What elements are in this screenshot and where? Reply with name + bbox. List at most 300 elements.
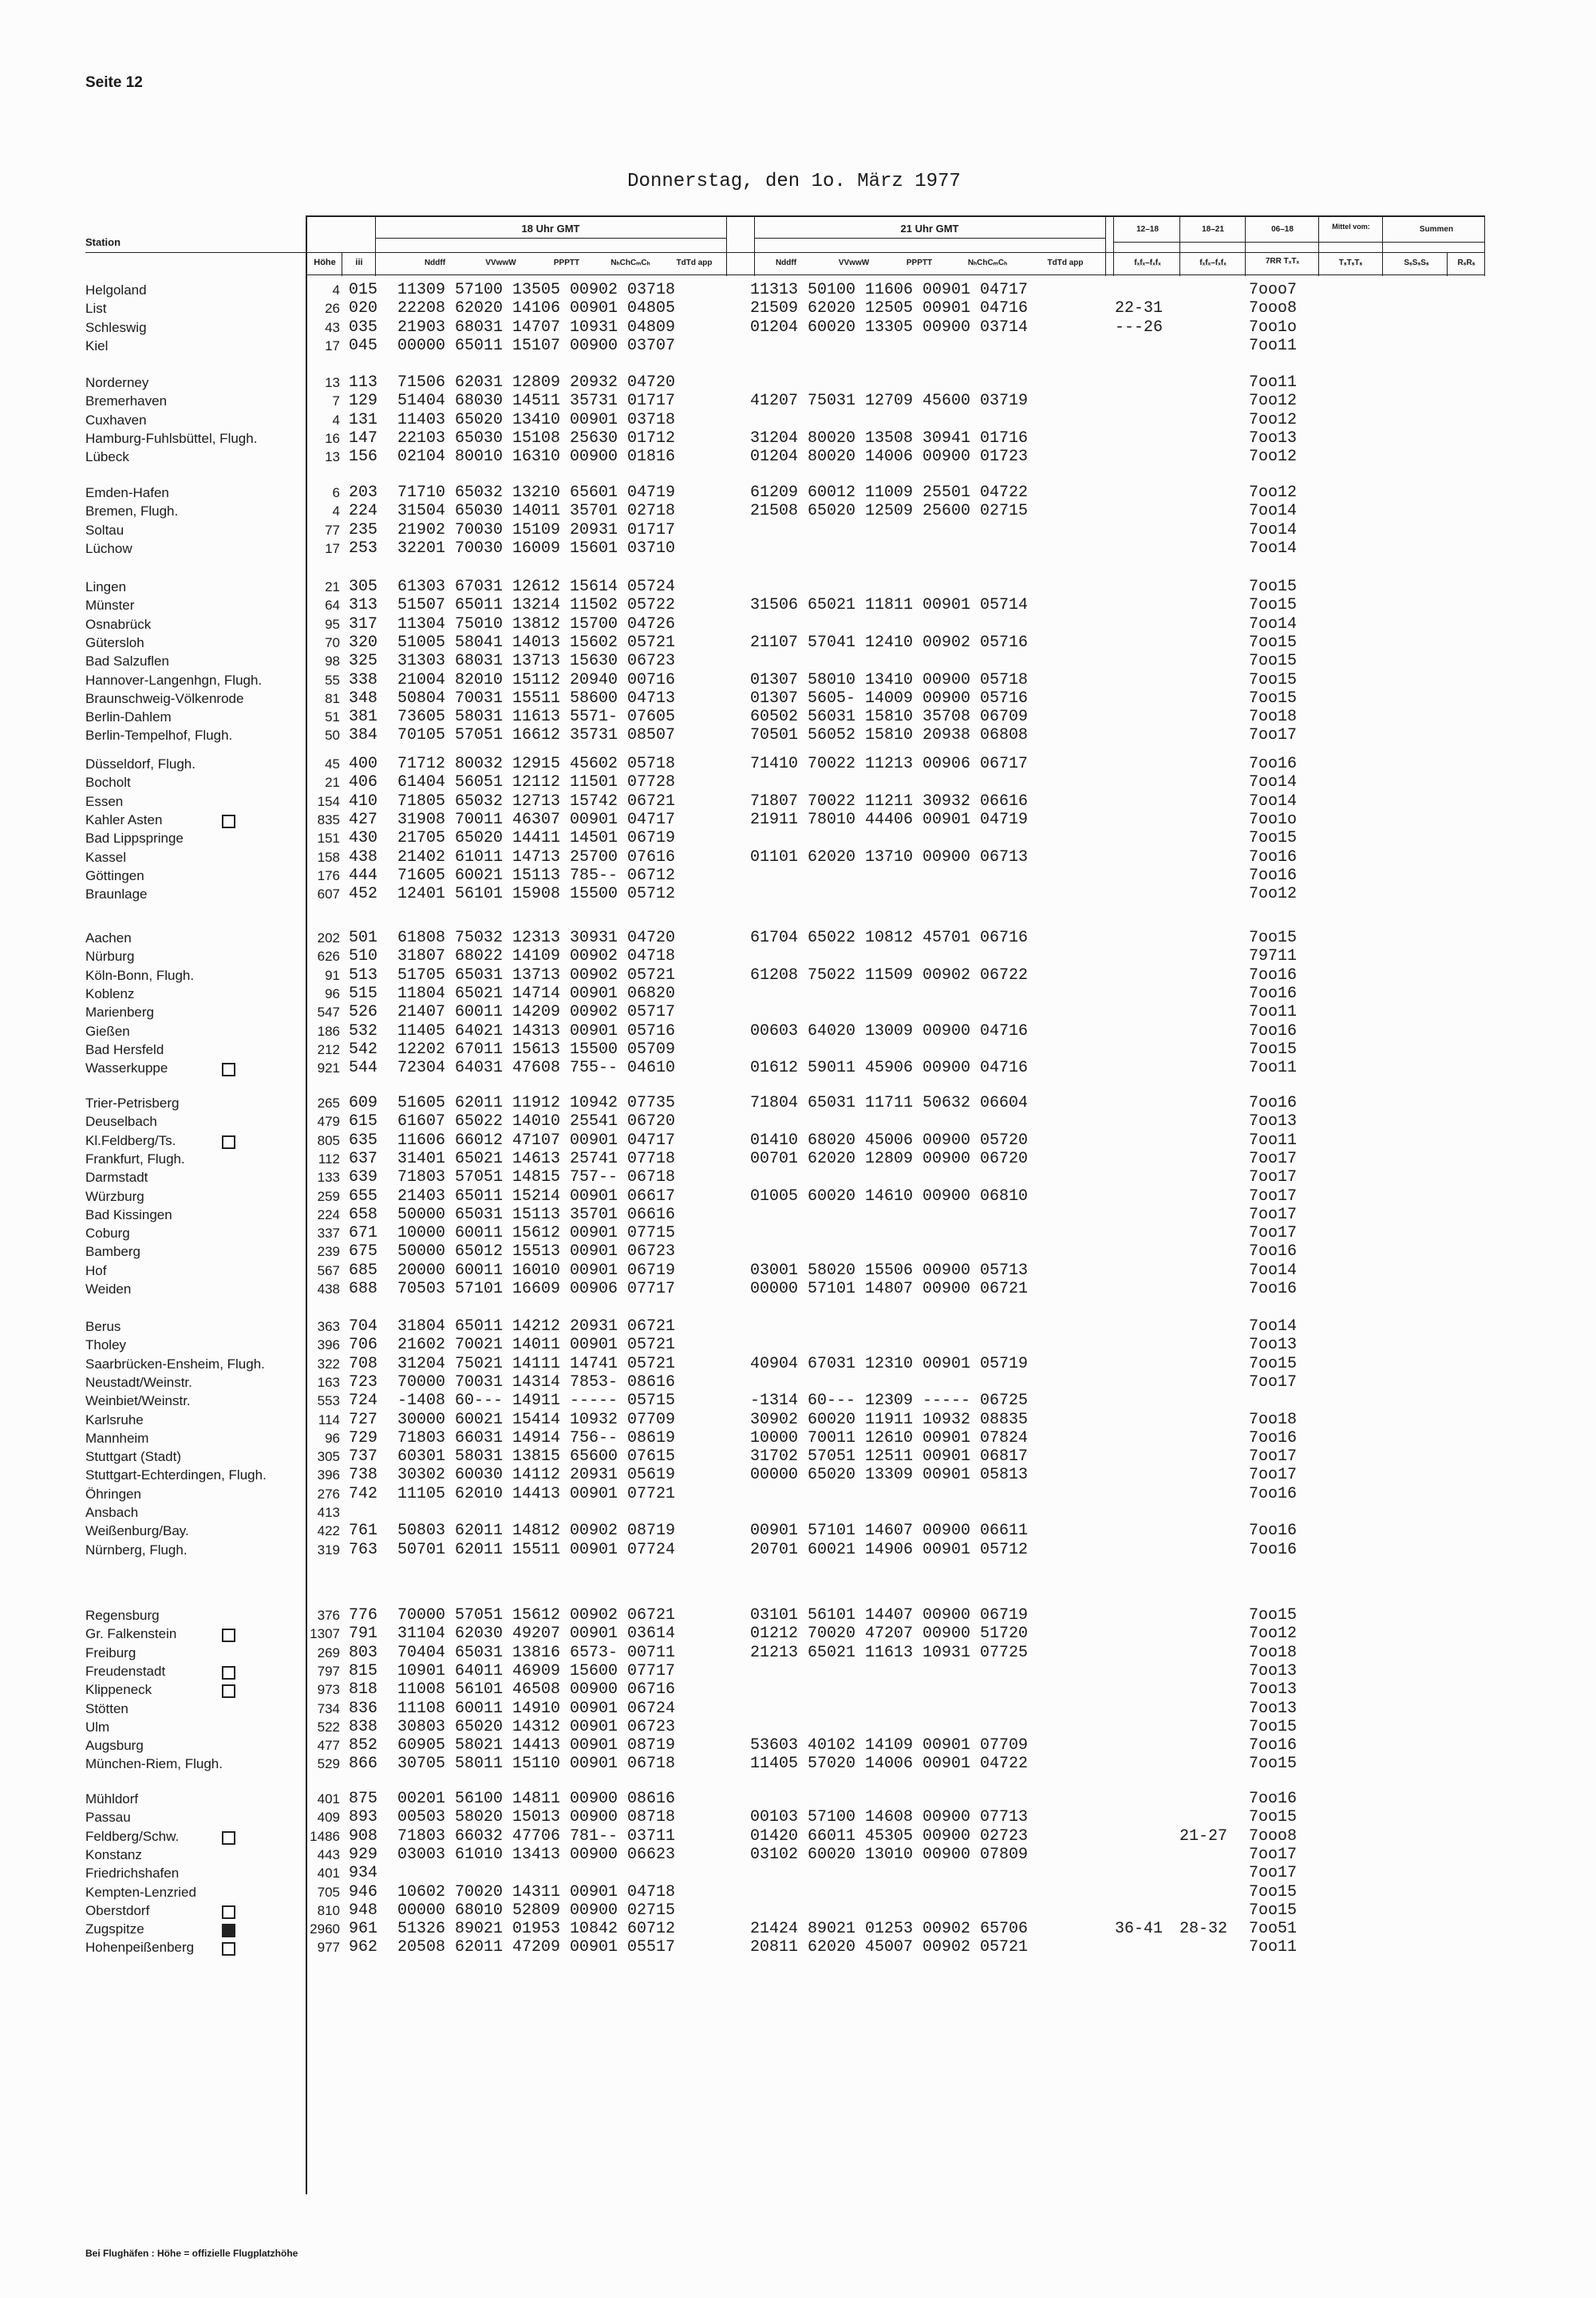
- station-name-text: Kassel: [85, 849, 127, 865]
- temp-06-18: 7oo11: [1249, 336, 1298, 355]
- obs-18-gmt: 11403 65020 13410 00901 03718: [397, 410, 676, 429]
- station-name: [85, 1720, 109, 1735]
- station-id: 338: [349, 670, 378, 689]
- obs-21-gmt: 21213 65021 11613 10931 07725: [750, 1643, 1029, 1662]
- station-height: 626: [317, 949, 340, 965]
- temp-06-18: 7oo14: [1249, 502, 1298, 521]
- station-height: 422: [317, 1523, 340, 1539]
- obs-18-gmt: 70503 57101 16609 00906 07717: [397, 1280, 676, 1298]
- obs-18-gmt: 11405 64021 14313 00901 05716: [397, 1021, 676, 1040]
- station-name-text: Osnabrück: [85, 616, 152, 632]
- obs-18-gmt: 00000 68010 52809 00900 02715: [397, 1901, 676, 1920]
- station-name: [85, 1626, 176, 1642]
- obs-21-gmt: 31702 57051 12511 00901 06817: [750, 1447, 1029, 1467]
- station-height: 17: [325, 540, 340, 556]
- station-name: [85, 949, 134, 965]
- station-name-text: Schleswig: [85, 319, 147, 335]
- obs-18-gmt: 71605 60021 15113 785-- 06712: [397, 866, 676, 885]
- temp-06-18: 7ooo8: [1249, 299, 1298, 318]
- obs-18-gmt: 61808 75032 12313 30931 04720: [397, 929, 676, 947]
- station-id: 320: [349, 633, 378, 652]
- station-height: 112: [318, 1151, 340, 1167]
- station-id: 704: [349, 1317, 378, 1336]
- station-id: 609: [349, 1094, 378, 1112]
- station-name: [85, 1281, 131, 1297]
- temp-06-18: 7oo15: [1249, 1755, 1298, 1774]
- station-id: 035: [349, 318, 378, 337]
- station-name: [85, 503, 178, 519]
- station-name-text: Marienberg: [85, 1005, 154, 1021]
- obs-21-gmt: 11405 57020 14006 00901 04722: [750, 1755, 1029, 1774]
- temp-06-18: 7oo12: [1249, 484, 1298, 502]
- station-height: 443: [317, 1846, 340, 1862]
- station-name-text: Lübeck: [85, 449, 129, 465]
- obs-18-gmt: 72304 64031 47608 755-- 04610: [397, 1059, 676, 1078]
- station-name: [85, 1921, 144, 1937]
- station-height: 396: [317, 1337, 340, 1353]
- station-name: [85, 579, 126, 595]
- station-name-text: Düsseldorf, Flugh.: [85, 756, 196, 772]
- col18-tdtd: TdTd app: [676, 259, 713, 267]
- temp-06-18: 7oo13: [1249, 1680, 1298, 1700]
- obs-18-gmt: 10901 64011 46909 15600 07717: [397, 1661, 676, 1680]
- station-height: 401: [317, 1791, 340, 1806]
- group-18-header: 18 Uhr GMT: [521, 223, 580, 235]
- obs-21-gmt: 70501 56052 15810 20938 06808: [750, 726, 1029, 745]
- obs-21-gmt: 00000 65020 13309 00901 05813: [750, 1466, 1029, 1485]
- station-name: [85, 1431, 148, 1447]
- station-height: 376: [317, 1608, 340, 1623]
- station-name: [85, 1337, 126, 1353]
- station-name: [85, 413, 147, 428]
- obs-18-gmt: 00201 56100 14811 00900 08616: [397, 1790, 676, 1808]
- temp-06-18: 7oo17: [1249, 1205, 1298, 1224]
- station-name: [85, 653, 169, 669]
- group-21-header: 21 Uhr GMT: [900, 223, 959, 235]
- station-name-text: Zugspitze: [85, 1921, 144, 1937]
- station-height: 163: [317, 1374, 340, 1390]
- station-id: 934: [349, 1864, 378, 1883]
- station-name-text: Stuttgart (Stadt): [85, 1449, 181, 1465]
- station-height: 151: [317, 831, 340, 847]
- station-name-text: Braunlage: [85, 886, 148, 902]
- station-height: 77: [325, 522, 340, 538]
- station-id: 515: [349, 984, 378, 1003]
- station-height: 176: [317, 867, 340, 883]
- station-id: 526: [349, 1003, 378, 1022]
- station-height: 96: [325, 985, 340, 1001]
- obs-21-gmt: 31204 80020 13508 30941 01716: [750, 428, 1029, 448]
- station-name: [85, 1810, 131, 1826]
- station-id: 836: [349, 1699, 378, 1718]
- temp-06-18: 7oo16: [1249, 1484, 1298, 1503]
- station-name: [85, 1189, 144, 1205]
- station-name: [85, 598, 134, 614]
- station-id: 020: [349, 299, 378, 318]
- station-name: [85, 1151, 185, 1167]
- temp-06-18: 7oo16: [1249, 984, 1298, 1003]
- temp-06-18: 7oo13: [1249, 1336, 1298, 1355]
- station-name-text: Weinbiet/Weinstr.: [85, 1393, 191, 1409]
- obs-18-gmt: 21902 70030 15109 20931 01717: [397, 520, 676, 539]
- station-id: 400: [349, 755, 378, 773]
- station-id: 313: [349, 596, 378, 615]
- obs-21-gmt: 30902 60020 11911 10932 08835: [750, 1410, 1029, 1429]
- station-id: 908: [349, 1826, 378, 1846]
- obs-18-gmt: 11105 62010 14413 00901 07721: [397, 1484, 676, 1503]
- station-name-text: Helgoland: [85, 282, 147, 298]
- temp-06-18: 7oo11: [1249, 1059, 1298, 1078]
- station-height: 553: [317, 1393, 340, 1409]
- obs-21-gmt: 53603 40102 14109 00901 07709: [750, 1736, 1029, 1755]
- temp-06-18: 7oo17: [1249, 1224, 1298, 1243]
- station-id: 761: [349, 1522, 378, 1541]
- station-name: [85, 1114, 157, 1130]
- temp-06-18: 7oo17: [1249, 1864, 1298, 1883]
- station-height: 438: [317, 1281, 340, 1297]
- station-height: 567: [317, 1262, 340, 1278]
- station-name-text: Bad Salzuflen: [85, 653, 169, 669]
- station-name: [85, 1060, 168, 1076]
- station-name-text: Berlin-Dahlem: [85, 709, 172, 725]
- station-id: 452: [349, 885, 378, 904]
- station-name-text: Braunschweig-Völkenrode: [85, 690, 244, 706]
- station-height: 50: [325, 728, 340, 744]
- temp-06-18: 7ooo7: [1249, 281, 1298, 299]
- station-header: Station: [85, 236, 121, 248]
- obs-21-gmt: 21424 89021 01253 00902 65706: [750, 1920, 1029, 1939]
- temp-06-18: 7oo17: [1249, 1149, 1298, 1168]
- temp-06-18: 7oo16: [1249, 1540, 1298, 1559]
- station-name-text: Oberstdorf: [85, 1902, 150, 1918]
- temp-06-18: 7oo14: [1249, 773, 1298, 792]
- station-name: [85, 728, 232, 744]
- station-name-text: Hohenpeißenberg: [85, 1940, 195, 1956]
- station-name: [85, 1244, 140, 1260]
- station-height: 607: [317, 886, 340, 902]
- station-id: 635: [349, 1131, 378, 1150]
- obs-18-gmt: 73605 58031 11613 5571- 07605: [397, 708, 676, 727]
- temp-06-18: 7oo13: [1249, 1112, 1298, 1131]
- station-height: 805: [317, 1132, 340, 1148]
- obs-18-gmt: 50701 62011 15511 00901 07724: [397, 1540, 676, 1559]
- station-name-text: Kempten-Lenzried: [85, 1884, 196, 1900]
- obs-21-gmt: 20701 60021 14906 00901 05712: [750, 1540, 1029, 1559]
- station-name-text: Bocholt: [85, 775, 131, 791]
- obs-18-gmt: 11606 66012 47107 00901 04717: [397, 1131, 676, 1150]
- obs-18-gmt: 21903 68031 14707 10931 04809: [397, 318, 676, 337]
- temp-06-18: 7oo14: [1249, 539, 1298, 558]
- station-id: 639: [349, 1168, 378, 1187]
- station-name-text: Gütersloh: [85, 634, 144, 650]
- station-name-text: Hof: [85, 1262, 107, 1278]
- station-id: 658: [349, 1205, 378, 1224]
- obs-18-gmt: 30302 60030 14112 20931 05619: [397, 1466, 676, 1485]
- col21-nddff: Nddff: [775, 259, 797, 267]
- sub-06-18: 7RR TₓTₓ: [1265, 257, 1300, 266]
- station-name-text: Karlsruhe: [85, 1412, 144, 1427]
- station-name-text: Emden-Hafen: [85, 485, 169, 500]
- hoehe-header: Höhe: [314, 258, 336, 267]
- station-height: 734: [317, 1700, 340, 1716]
- station-name-text: Gießen: [85, 1023, 130, 1039]
- station-height: 921: [317, 1060, 340, 1076]
- station-id: 430: [349, 829, 378, 848]
- station-name-text: Aachen: [85, 930, 132, 946]
- station-name-text: Mühldorf: [85, 1791, 139, 1806]
- footnote: Bei Flughäfen : Höhe = offizielle Flugplatzhöhe: [85, 2248, 298, 2259]
- station-name: [85, 1375, 192, 1391]
- temp-06-18: 7oo16: [1249, 1094, 1298, 1112]
- station-height: 363: [317, 1319, 340, 1334]
- station-height: 114: [318, 1412, 340, 1427]
- obs-18-gmt: 11309 57100 13505 00902 03718: [397, 281, 676, 299]
- station-height: 305: [317, 1449, 340, 1465]
- obs-18-gmt: 02104 80010 16310 00900 01816: [397, 448, 676, 467]
- obs-18-gmt: 30000 60021 15414 10932 07709: [397, 1410, 676, 1429]
- obs-18-gmt: 22103 65030 15108 25630 01712: [397, 428, 676, 448]
- temp-06-18: 7oo15: [1249, 1808, 1298, 1827]
- obs-18-gmt: 12401 56101 15908 15500 05712: [397, 885, 676, 904]
- gust-18-21: 28-32: [1179, 1920, 1228, 1939]
- obs-21-gmt: 21107 57041 12410 00902 05716: [750, 633, 1029, 652]
- temp-06-18: 7oo16: [1249, 1522, 1298, 1541]
- temp-06-18: 7oo17: [1249, 1845, 1298, 1864]
- station-name-text: Freudenstadt: [85, 1663, 166, 1679]
- station-name-text: Tholey: [85, 1337, 127, 1353]
- station-id: 893: [349, 1808, 378, 1827]
- station-name-text: Kl.Feldberg/Ts.: [85, 1132, 176, 1148]
- station-name: [85, 930, 132, 946]
- obs-18-gmt: 30803 65020 14312 00901 06723: [397, 1717, 676, 1736]
- station-height: 43: [325, 319, 340, 335]
- station-name: [85, 1207, 172, 1223]
- obs-18-gmt: -1408 60--- 14911 ----- 05715: [397, 1392, 676, 1411]
- station-name-text: Norderney: [85, 375, 149, 390]
- obs-18-gmt: 11008 56101 46508 00900 06716: [397, 1680, 676, 1700]
- station-name: [85, 1170, 148, 1186]
- open-square-icon: [222, 1135, 235, 1149]
- station-name: [85, 850, 126, 866]
- sub-mittel: TₛTₛTₛ: [1338, 259, 1363, 267]
- obs-21-gmt: 71807 70022 11211 30932 06616: [750, 792, 1029, 811]
- station-id: 113: [349, 373, 378, 392]
- station-name: [85, 1738, 144, 1754]
- station-name-text: Hannover-Langenhgn, Flugh.: [85, 672, 263, 688]
- sub-summen-r: RₛRₛ: [1457, 259, 1476, 267]
- station-name: [85, 1645, 136, 1661]
- station-id: 253: [349, 539, 378, 558]
- obs-21-gmt: 61704 65022 10812 45701 06716: [750, 929, 1029, 947]
- obs-18-gmt: 60301 58031 13815 65600 07615: [397, 1447, 676, 1467]
- col18-vvwww: VVwwW: [485, 259, 516, 267]
- station-name-text: Essen: [85, 793, 124, 809]
- open-square-icon: [222, 1666, 235, 1680]
- obs-21-gmt: 10000 70011 12610 00901 07824: [750, 1428, 1029, 1447]
- temp-06-18: 7oo15: [1249, 652, 1298, 671]
- station-id: 045: [349, 336, 378, 355]
- station-name: [85, 968, 194, 984]
- temp-06-18: 7oo17: [1249, 1466, 1298, 1485]
- station-name: [85, 1866, 179, 1881]
- temp-06-18: 7oo13: [1249, 1661, 1298, 1680]
- obs-18-gmt: 21004 82010 15112 20940 00716: [397, 670, 676, 689]
- station-name: [85, 1505, 138, 1521]
- temp-06-18: 7oo16: [1249, 965, 1298, 985]
- obs-18-gmt: 71803 57051 14815 757-- 06718: [397, 1168, 676, 1187]
- station-name-text: Stötten: [85, 1700, 128, 1716]
- obs-21-gmt: 00000 57101 14807 00900 06721: [750, 1280, 1029, 1298]
- gust-18-21: 21-27: [1179, 1826, 1228, 1846]
- station-height: 239: [317, 1244, 340, 1260]
- station-name-text: Nürnberg, Flugh.: [85, 1542, 188, 1558]
- obs-21-gmt: 00603 64020 13009 00900 04716: [750, 1021, 1029, 1040]
- station-name-text: Frankfurt, Flugh.: [85, 1151, 185, 1167]
- station-id: 224: [349, 502, 378, 521]
- station-name-text: Cuxhaven: [85, 412, 147, 428]
- station-name-text: Gr. Falkenstein: [85, 1626, 177, 1642]
- station-height: 224: [317, 1206, 340, 1222]
- period-18-21: 18–21: [1202, 225, 1224, 234]
- station-name-text: Hamburg-Fuhlsbüttel, Flugh.: [85, 430, 258, 446]
- station-name-text: Köln-Bonn, Flugh.: [85, 967, 195, 983]
- station-height: 7: [332, 393, 340, 409]
- open-square-icon: [222, 1629, 235, 1642]
- station-height: 4: [332, 282, 340, 298]
- open-square-icon: [222, 1684, 235, 1698]
- station-name: [85, 523, 124, 539]
- station-name: [85, 1523, 189, 1539]
- station-name: [85, 1682, 152, 1698]
- station-id: 615: [349, 1112, 378, 1131]
- temp-06-18: 7oo15: [1249, 1040, 1298, 1059]
- station-name: [85, 485, 169, 501]
- station-name: [85, 375, 148, 391]
- station-name-text: Darmstadt: [85, 1170, 148, 1186]
- station-id: 737: [349, 1447, 378, 1467]
- obs-18-gmt: 51326 89021 01953 10842 60712: [397, 1920, 676, 1939]
- obs-18-gmt: 21705 65020 14411 14501 06719: [397, 829, 676, 848]
- station-name-text: Bamberg: [85, 1244, 140, 1260]
- station-id: 544: [349, 1059, 378, 1078]
- temp-06-18: 7oo15: [1249, 1354, 1298, 1373]
- obs-18-gmt: 21403 65011 15214 00901 06617: [397, 1187, 676, 1206]
- open-square-icon: [222, 1942, 235, 1956]
- temp-06-18: 7ooo8: [1249, 1826, 1298, 1846]
- obs-18-gmt: 71803 66032 47706 781-- 03711: [397, 1826, 676, 1846]
- station-name-text: Bremen, Flugh.: [85, 503, 179, 519]
- station-height: 4: [332, 412, 340, 428]
- temp-06-18: 7oo13: [1249, 1699, 1298, 1718]
- obs-18-gmt: 21407 60011 14209 00902 05717: [397, 1003, 676, 1022]
- col21-clouds: NₕChCₘCₕ: [967, 259, 1008, 267]
- obs-18-gmt: 50804 70031 15511 58600 04713: [397, 689, 676, 708]
- obs-18-gmt: 00000 65011 15107 00900 03707: [397, 336, 676, 355]
- station-height: 401: [317, 1866, 340, 1881]
- temp-06-18: 7oo15: [1249, 578, 1298, 596]
- station-id: 406: [349, 773, 378, 792]
- station-height: 21: [325, 579, 340, 594]
- temp-06-18: 7oo12: [1249, 885, 1298, 904]
- station-name-text: Deuselbach: [85, 1114, 157, 1130]
- obs-21-gmt: 00901 57101 14607 00900 06611: [750, 1522, 1029, 1541]
- open-square-icon: [222, 1063, 235, 1076]
- obs-18-gmt: 11108 60011 14910 00901 06724: [397, 1699, 676, 1718]
- station-id: 962: [349, 1938, 378, 1957]
- station-name: [85, 756, 196, 772]
- station-name-text: Öhringen: [85, 1486, 141, 1502]
- station-name-text: Coburg: [85, 1226, 130, 1242]
- station-name: [85, 1791, 138, 1807]
- obs-21-gmt: 01204 80020 14006 00900 01723: [750, 448, 1029, 467]
- summen-header: Summen: [1419, 225, 1454, 234]
- temp-06-18: 7oo14: [1249, 1261, 1298, 1280]
- station-height: 96: [325, 1430, 340, 1446]
- temp-06-18: 7oo1o: [1249, 810, 1298, 829]
- station-name-text: Passau: [85, 1810, 131, 1826]
- obs-21-gmt: 41207 75031 12709 45600 03719: [750, 392, 1029, 411]
- station-name-text: Bad Kissingen: [85, 1206, 172, 1222]
- temp-06-18: 7oo12: [1249, 448, 1298, 467]
- station-id: 727: [349, 1410, 378, 1429]
- obs-21-gmt: 61209 60012 11009 25501 04722: [750, 484, 1029, 502]
- obs-18-gmt: 70105 57051 16612 35731 08507: [397, 726, 676, 745]
- temp-06-18: 7oo18: [1249, 1410, 1298, 1429]
- station-height: 4: [332, 503, 340, 519]
- station-name: [85, 1885, 196, 1901]
- station-name-text: Koblenz: [85, 985, 135, 1001]
- station-name: [85, 986, 134, 1002]
- temp-06-18: 7oo15: [1249, 1901, 1298, 1920]
- obs-18-gmt: 20508 62011 47209 00901 05517: [397, 1938, 676, 1957]
- temp-06-18: 7oo17: [1249, 1447, 1298, 1467]
- station-name: [85, 673, 262, 689]
- station-height: 977: [317, 1940, 340, 1956]
- station-id: 815: [349, 1661, 378, 1680]
- station-name-text: List: [85, 301, 107, 317]
- station-name: [85, 617, 151, 633]
- temp-06-18: 7oo12: [1249, 392, 1298, 411]
- station-name: [85, 338, 108, 354]
- station-name: [85, 1412, 144, 1428]
- temp-06-18: 7oo16: [1249, 1021, 1298, 1040]
- temp-06-18: 7oo11: [1249, 1131, 1298, 1150]
- obs-18-gmt: 03003 61010 13413 00900 06623: [397, 1845, 676, 1864]
- station-height: 2960: [310, 1921, 340, 1937]
- station-name: [85, 393, 167, 409]
- col18-nddff: Nddff: [424, 259, 446, 267]
- station-name-text: Würzburg: [85, 1188, 144, 1204]
- station-name: [85, 1449, 181, 1465]
- station-name-text: Weißenburg/Bay.: [85, 1523, 189, 1539]
- station-name: [85, 1903, 149, 1919]
- station-id: 348: [349, 689, 378, 708]
- station-name-text: Soltau: [85, 522, 124, 538]
- station-height: 529: [317, 1756, 340, 1772]
- obs-21-gmt: -1314 60--- 12309 ----- 06725: [750, 1392, 1029, 1411]
- station-height: 26: [325, 301, 340, 317]
- obs-21-gmt: 03001 58020 15506 00900 05713: [750, 1261, 1029, 1280]
- station-name: [85, 320, 147, 336]
- station-height: 91: [325, 967, 340, 983]
- temp-06-18: 7oo12: [1249, 410, 1298, 429]
- station-height: 479: [317, 1114, 340, 1130]
- temp-06-18: 7oo15: [1249, 633, 1298, 652]
- temp-06-18: 7oo18: [1249, 1643, 1298, 1662]
- station-id: 384: [349, 726, 378, 745]
- station-id: 875: [349, 1790, 378, 1808]
- obs-18-gmt: 70000 70031 14314 7853- 08616: [397, 1372, 676, 1392]
